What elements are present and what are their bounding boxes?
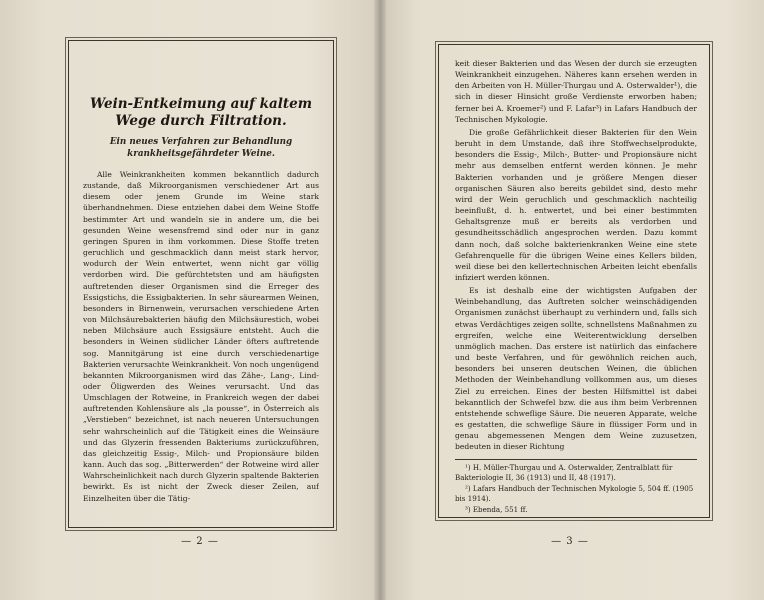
footnotes [455, 459, 697, 515]
book-gutter [374, 0, 386, 600]
right-body-text [455, 58, 697, 456]
article-title: Wein-Entkeimung auf kaltem Wege durch Filtration. [89, 96, 313, 129]
paragraph: Es ist deshalb eine der wichtigsten Aufgaben der Weinbehandlung, das Auftreten solcher weinschädigenden Organismen zunächst überhaupt zu verhindern und, falls sich etwas Verdächtiges zeigen sollte, schnellstens Maßnahmen zu ergreifen, welche eine Weiterentwicklung derselben unmöglich machen. Das erstere ist natürlich das einfachere und beste Verfahren, und für gewöhnlich reichen auch, besonders bei unseren deutschen Weinen, die üblichen Methoden der Weinbehandlung vollkommen aus, um dieses Ziel zu erreichen. Eines der besten Hilfsmittel ist dabei bekanntlich der Schwefel bzw. die aus ihm beim Verbrennen entstehende schweflige Säure. Die neueren Apparate, welche es gestatten, die schweflige Säure in flüssiger Form und in genau abgemessenen Mengen dem Weine zuzusetzen, bedeuten in dieser Richtung [455, 286, 697, 452]
footnote: ²) Lafars Handbuch der Technischen Mykologie 5, 504 ff. (1905 bis 1914). [455, 483, 694, 504]
left-page-frame [68, 40, 334, 528]
left-page [0, 0, 380, 600]
right-page [380, 0, 764, 600]
left-body-text [83, 169, 319, 521]
right-page-frame [438, 44, 710, 518]
footnote: ³) Ebenda, 551 ff. [465, 504, 528, 514]
paragraph: Die große Gefährlichkeit dieser Bakterien für den Wein beruht in dem Umstande, daß ihre Stoffwechselprodukte, besonders die Essig-, Milch-, Butter- und Propionsäure nicht mehr aus demselben entfernt werden können. Je mehr Bakterien vorhanden und je größere Mengen dieser organischen Säuren also bereits gebildet sind, desto mehr wird der Wein geruchlich und geschmacklich nachteilig beeinflußt, d. h. entwertet, und bei einer bestimmten Gehaltsgrenze muß er bereits als verdorben und gesundheitsschädlich angesprochen werden. Dazu kommt dann noch, daß solche bakterienkranken Weine eine stete Gefahrenquelle für die übrigen Weine eines Kellers bilden, weil diese bei den kellertechnischen Arbeiten leicht ebenfalls infiziert werden können. [455, 127, 697, 282]
paragraph: keit dieser Bakterien und das Wesen der durch sie erzeugten Weinkrankheit einzugehen. Näheres kann ersehen werden in den Arbeiten von H. Müller-Thurgau und A. Osterwalder¹), die sich in dieser Hinsicht große Verdienste erworben haben; ferner bei A. Kroemer²) und F. Lafar³) in Lafars Handbuch der Technischen Mykologie. [455, 59, 697, 124]
footnote: ¹) H. Müller-Thurgau und A. Osterwalder, Zentralblatt für Bakteriologie II, 36 (1913) und II, 48 (1917). [455, 463, 673, 483]
page-number-left: — 2 — [181, 536, 219, 547]
article-subtitle: Ein neues Verfahren zur Behandlung krankheitsgefährdeter Weine. [109, 137, 293, 159]
page-number-right: — 3 — [551, 536, 589, 547]
paragraph: Alle Weinkrankheiten kommen bekanntlich dadurch zustande, daß Mikroorganismen verschiedener Art aus diesem oder jenem Grunde im Weine stark überhandnehmen. Diese entziehen dabei dem Weine Stoffe bestimmter Art und wandeln sie in andere um, die bei gesunden Weine wesensfremd sind oder nur in ganz geringen Spuren in ihm vorkommen. Diese Stoffe treten geruchlich und geschmacklich dann meist stark hervor, wodurch der Wein entwertet, wenn nicht gar völlig verdorben wird. Die gefürchtetsten und am häufigsten auftretenden dieser Organismen sind die Erreger des Essigstichs, die Essigbakterien. In sehr säurearmen Weinen, besonders in Birnenwein, verursachen verschiedene Arten von Milchsäurebakterien häufig den Milchsäurestich, wobei neben Milchsäure auch Essigsäure entsteht. Auch die besonders in Weinen südlicher Länder öfters auftretende sog. Mannitgärung ist eine durch verschiedenartige Bakterien verursachte Weinkrankheit. Von noch ungenügend bekannten Mikroorganismen wird das Zähe-, Lang-, Lind- oder Öligwerden des Weines verursacht. Und das Umschlagen der Rotweine, in Frankreich wegen der dabei auftretenden Kohlensäure als „la pousse“, in Österreich als „Verstieben“ bezeichnet, ist nach neueren Untersuchungen sehr wahrscheinlich auf die Tätigkeit eines die Weinsäure und das Glyzerin fressenden Bakteriums zurückzuführen, das gleichzeitig Essig-, Milch- und Propionsäure bilden kann. Auch das sog. „Bitterwerden“ der Rotweine wird aller Wahrscheinlichkeit nach durch Glyzerin spaltende Bakterien bewirkt. Es ist nicht der Zweck dieser Zeilen, auf Einzelheiten über die Tätig- [83, 170, 319, 503]
